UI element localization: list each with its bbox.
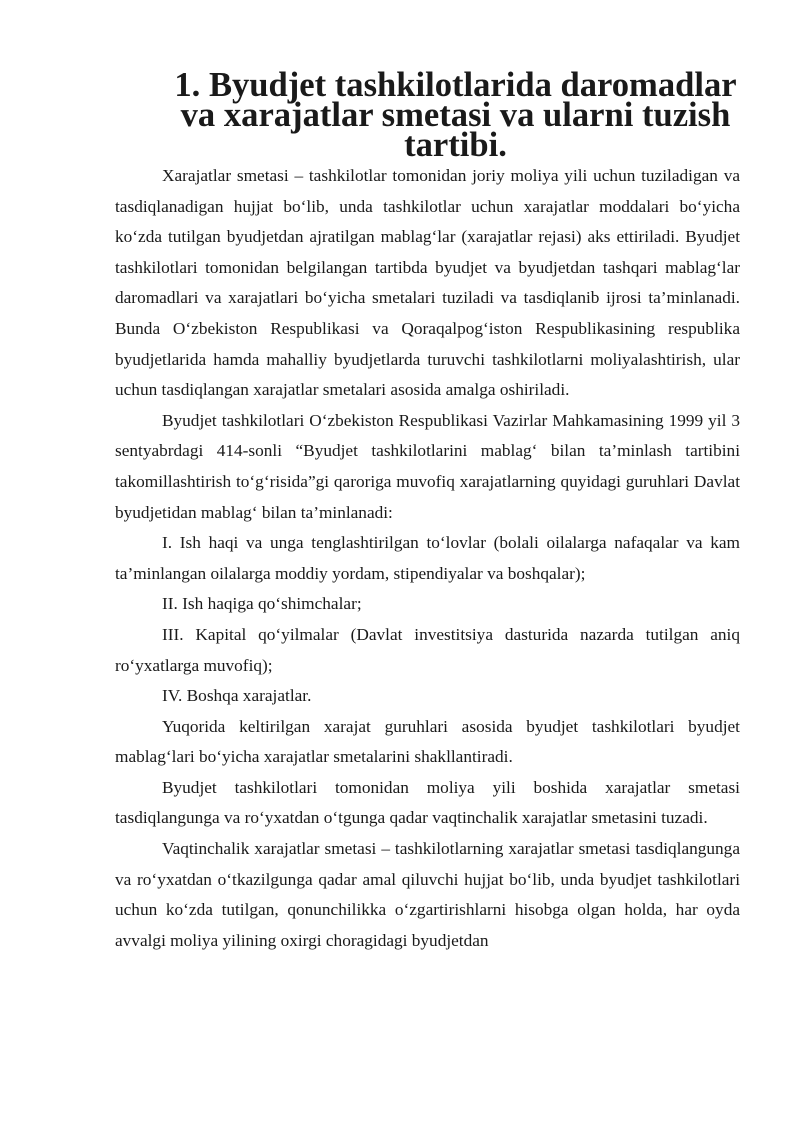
paragraph-estimates-formation: Yuqorida keltirilgan xarajat guruhlari asosida byudjet tashkilotlari byudjet mablag‘lari bo‘yicha xarajatlar smetalarini shakllantiradi. xyxy=(115,716,740,767)
paragraph-temporary-estimate-definition: Vaqtinchalik xarajatlar smetasi – tashkilotlarning xarajatlar smetasi tasdiqlangunga va ro‘yxatdan o‘tkazilgunga qadar amal qiluvchi hujjat bo‘lib, unda byudjet tashkilotlari uchun ko‘zda tutilgan, qonunchilikka o‘zgartirishlarni hisobga olgan holda, har oyda avvalgi moliya yilining oxirgi choragidagi byudjetdan xyxy=(115,839,740,950)
paragraph-temporary-estimate: Byudjet tashkilotlari tomonidan moliya yili boshida xarajatlar smetasi tasdiqlangunga va ro‘yxatdan o‘tgunga qadar vaqtinchalik xarajatlar smetasini tuzadi. xyxy=(115,777,740,828)
section-heading: 1. Byudjet tashkilotlarida daromadlar va xarajatlar smetasi va ularni tuzish tartibi. xyxy=(174,66,737,164)
list-item-group-3: III. Kapital qo‘yilmalar (Davlat investitsiya dasturida nazarda tutilgan aniq ro‘yxatlarga muvofiq); xyxy=(115,624,740,675)
list-item-group-1: I. Ish haqi va unga tenglashtirilgan to‘lovlar (bolali oilalarga nafaqalar va kam ta’minlangan oilalarga moddiy yordam, stipendiyalar va boshqalar); xyxy=(115,533,740,583)
document-page xyxy=(115,66,740,956)
paragraph-cabinet-resolution: Byudjet tashkilotlari O‘zbekiston Respublikasi Vazirlar Mahkamasining 1999 yil 3 sentyabrdagi 414-sonli “Byudjet tashkilotlarini mablag‘ bilan ta’minlash tartibini takomillashtirish to‘g‘risida”gi qaroriga muvofiq xarajatlarning quyidagi guruhlari Davlat byudjetidan mablag‘ bilan ta’minlanadi: xyxy=(115,410,740,522)
list-item-group-2: II. Ish haqiga qo‘shimchalar; xyxy=(162,594,362,614)
list-item-group-4: IV. Boshqa xarajatlar. xyxy=(162,686,312,706)
paragraph-expense-estimate-definition: Xarajatlar smetasi – tashkilotlar tomonidan joriy moliya yili uchun tuziladigan va tasdiqlanadigan hujjat bo‘lib, unda tashkilotlar uchun xarajatlar moddalari bo‘yicha ko‘zda tutilgan byudjetdan ajratilgan mablag‘lar (xarajatlar rejasi) aks ettiriladi. Byudjet tashkilotlari tomonidan belgilangan tartibda byudjet va byudjetdan tashqari mablag‘lar daromadlari va xarajatlari bo‘yicha smetalari tuziladi va tasdiqlanib ijrosi ta’minlanadi. Bunda O‘zbekiston Respublikasi va Qoraqalpog‘iston Respublikasining respublika byudjetlarida hamda mahalliy byudjetlarda turuvchi tashkilotlarni moliyalashtirish, ular uchun tasdiqlangan xarajatlar smetalari asosida amalga oshiriladi. xyxy=(115,166,740,400)
